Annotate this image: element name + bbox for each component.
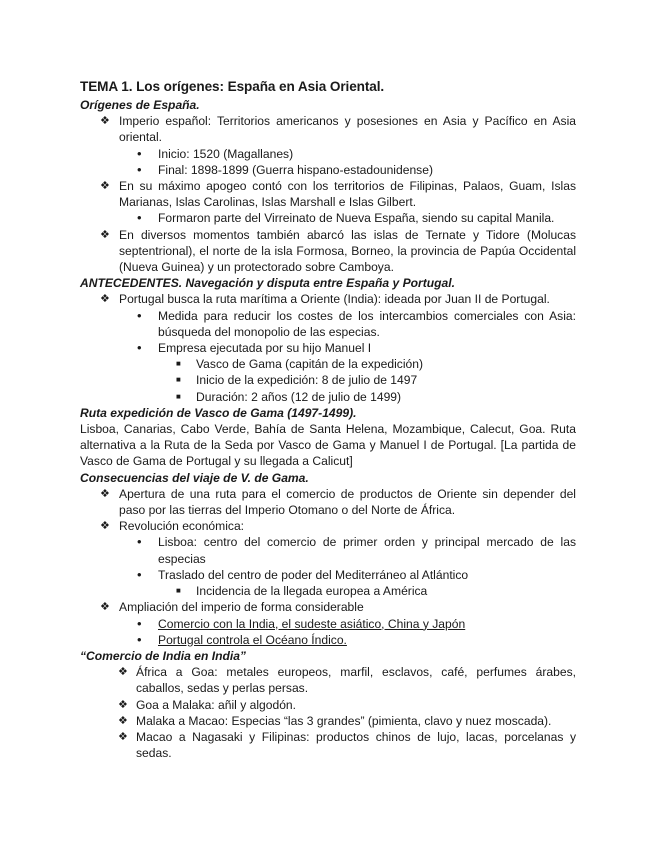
list-item: • Portugal controla el Océano Índico. bbox=[137, 631, 347, 647]
diamond-bullet-icon: ❖ bbox=[118, 714, 128, 727]
section-heading-comercio: “Comercio de India en India” bbox=[80, 648, 246, 663]
bullet-icon: • bbox=[137, 615, 142, 631]
diamond-bullet-icon: ❖ bbox=[118, 730, 128, 743]
diamond-bullet-icon: ❖ bbox=[100, 228, 110, 241]
bullet-icon: • bbox=[137, 307, 142, 323]
bullet-icon: • bbox=[137, 566, 142, 582]
diamond-bullet-icon: ❖ bbox=[118, 666, 128, 679]
list-item: ❖ Portugal busca la ruta marítima a Oriente (India): ideada por Juan II de Portugal. bbox=[100, 292, 550, 307]
section-heading-origenes: Orígenes de España. bbox=[80, 98, 200, 112]
list-item: • Formaron parte del Virreinato de Nueva España, siendo su capital Manila. bbox=[137, 210, 555, 226]
diamond-bullet-icon: ❖ bbox=[100, 601, 110, 614]
bullet-icon: • bbox=[137, 145, 142, 161]
list-item: ❖ En diversos momentos también abarcó las islas de Ternate y Tidore (Molucas septentrional), el norte de la isla Formosa, Borneo, la provincia de Papúa Occidental (Nueva Guinea) y un protectorado sobre Camboya. bbox=[100, 227, 576, 275]
list-item: • Lisboa: centro del comercio de primer orden y principal mercado de las especias bbox=[137, 534, 576, 566]
section-heading-antecedentes: ANTECEDENTES. Navegación y disputa entre España y Portugal. bbox=[80, 276, 455, 291]
diamond-bullet-icon: ❖ bbox=[100, 487, 110, 500]
square-bullet-icon: ■ bbox=[176, 586, 181, 596]
list-item: ■ Duración: 2 años (12 de julio de 1499) bbox=[176, 389, 402, 404]
list-item: • Inicio: 1520 (Magallanes) bbox=[137, 145, 294, 161]
document-page bbox=[80, 78, 576, 761]
square-bullet-icon: ■ bbox=[176, 359, 181, 369]
list-item: • Final: 1898-1899 (Guerra hispano-estadounidense) bbox=[137, 161, 433, 177]
list-item: ❖ Macao a Nagasaki y Filipinas: productos chinos de lujo, lacas, porcelanas y sedas. bbox=[118, 729, 576, 761]
diamond-bullet-icon: ❖ bbox=[100, 180, 110, 193]
list-item: ■ Incidencia de la llegada europea a América bbox=[176, 584, 428, 599]
list-item: ❖ África a Goa: metales europeos, marfil, esclavos, café, perfumes árabes, caballos, sedas y perlas persas. bbox=[118, 665, 576, 696]
list-item: ❖ Apertura de una ruta para el comercio de productos de Oriente sin depender del paso por las tierras del Imperio Otomano o del Norte de África. bbox=[100, 486, 576, 518]
diamond-bullet-icon: ❖ bbox=[100, 115, 110, 128]
bullet-icon: • bbox=[137, 631, 142, 647]
bullet-icon: • bbox=[137, 534, 142, 550]
bullet-icon: • bbox=[137, 161, 142, 177]
bullet-icon: • bbox=[137, 210, 142, 226]
bullet-icon: • bbox=[137, 340, 142, 356]
list-item: ❖ Imperio español: Territorios americanos y posesiones en Asia y Pacífico en Asia oriental. bbox=[100, 114, 576, 145]
list-item: ❖ Ampliación del imperio de forma considerable bbox=[100, 600, 364, 615]
list-item: • Comercio con la India, el sudeste asiático, China y Japón bbox=[137, 615, 466, 631]
diamond-bullet-icon: ❖ bbox=[100, 293, 110, 306]
list-item: • Medida para reducir los costes de los intercambios comerciales con Asia: búsqueda del monopolio de las especias. bbox=[137, 307, 576, 339]
list-item: ❖ Goa a Malaka: añil y algodón. bbox=[118, 697, 297, 712]
diamond-bullet-icon: ❖ bbox=[118, 698, 128, 711]
route-paragraph: Lisboa, Canarias, Cabo Verde, Bahía de Santa Helena, Mozambique, Calecut, Goa. Ruta alternativa a la Ruta de la Seda por Vasco de Gama y Manuel I de Portugal. [La partida de Vasco de Gama de Portugal y su llegada a Calicut] bbox=[80, 422, 576, 469]
list-item: ❖ Revolución económica: bbox=[100, 519, 245, 534]
list-item: ■ Vasco de Gama (capitán de la expedición) bbox=[176, 357, 423, 372]
list-item: • Empresa ejecutada por su hijo Manuel I bbox=[137, 340, 372, 356]
list-item: ■ Inicio de la expedición: 8 de julio de 1497 bbox=[176, 373, 418, 388]
list-item: • Traslado del centro de poder del Mediterráneo al Atlántico bbox=[137, 566, 469, 582]
diamond-bullet-icon: ❖ bbox=[100, 520, 110, 533]
list-item: ❖ Malaka a Macao: Especias “las 3 grandes” (pimienta, clavo y nuez moscada). bbox=[118, 713, 552, 728]
square-bullet-icon: ■ bbox=[176, 391, 181, 401]
section-heading-ruta: Ruta expedición de Vasco de Gama (1497-1499). bbox=[80, 405, 357, 420]
list-item: ❖ En su máximo apogeo contó con los territorios de Filipinas, Palaos, Guam, Islas Marianas, Islas Carolinas, Islas Marshall e Islas Gilbert. bbox=[100, 179, 576, 210]
section-heading-consecuencias: Consecuencias del viaje de V. de Gama. bbox=[80, 470, 309, 485]
page-title: TEMA 1. Los orígenes: España en Asia Oriental. bbox=[80, 79, 385, 94]
square-bullet-icon: ■ bbox=[176, 375, 181, 385]
